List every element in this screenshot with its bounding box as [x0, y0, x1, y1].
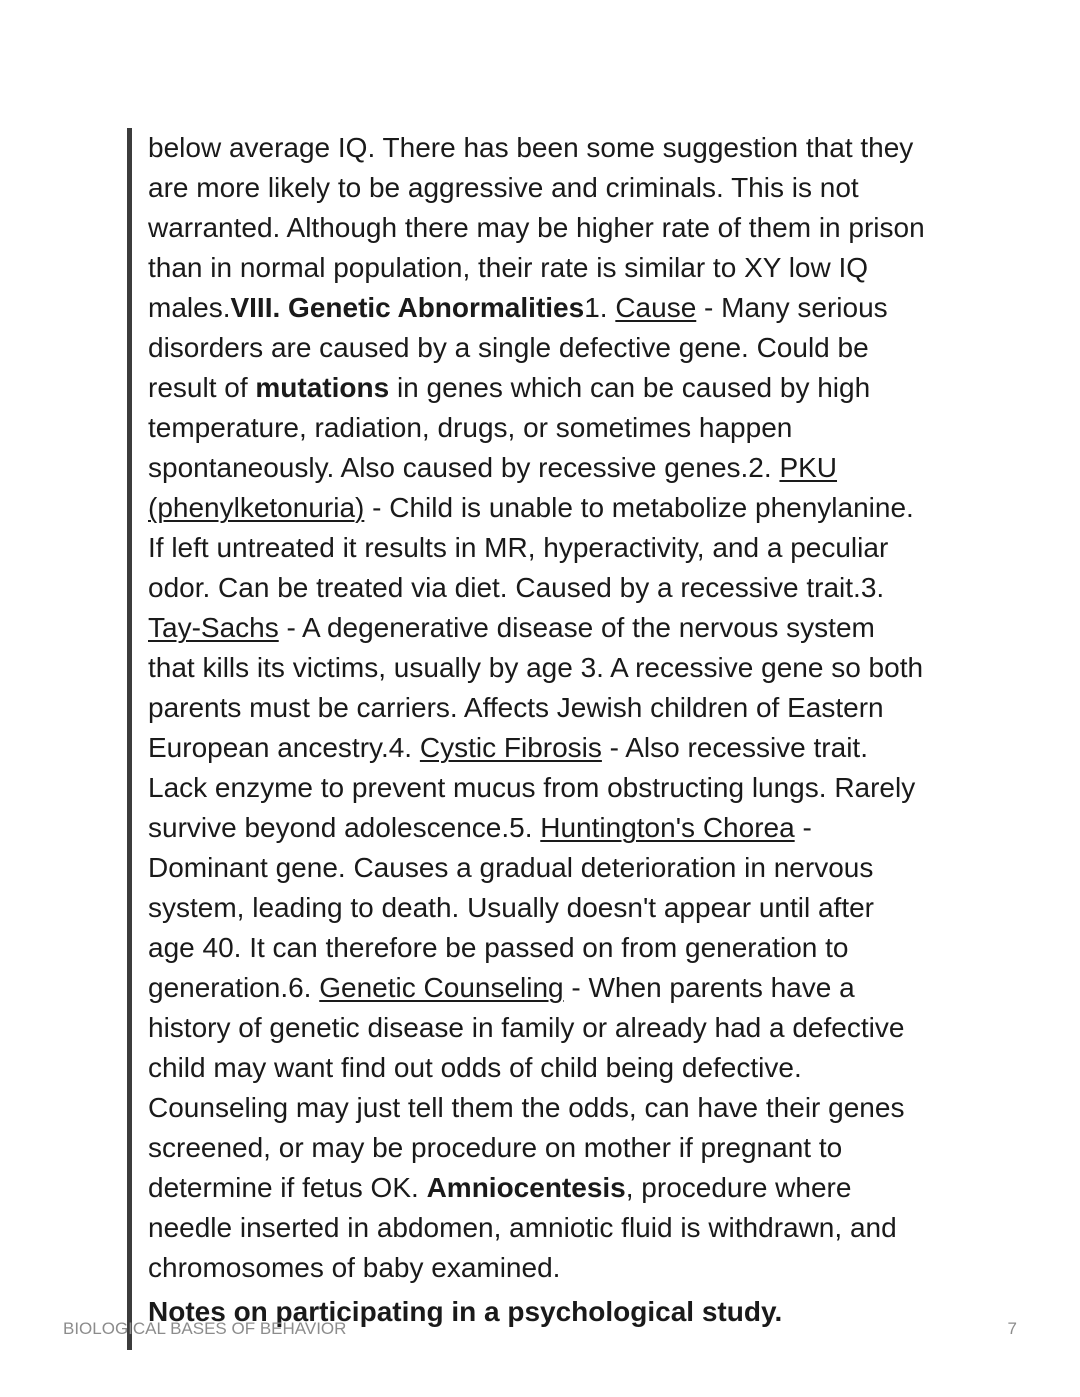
body-paragraph: below average IQ. There has been some suggestion that they are more likely to be aggressive and criminals. This is not warranted. Although there may be higher rate of them in prison than in normal population, their rate is similar to XY low IQ males.VIII. Genetic Abnormalities1. Cause - Many serious disorders are caused by a single defective gene. Could be result of mutations in genes which can be caused by high temperature, radiation, drugs, or sometimes happen spontaneously. Also caused by recessive genes.2. PKU (phenylketonuria) - Child is unable to metabolize phenylanine. If left untreated it results in MR, hyperactivity, and a peculiar odor. Can be treated via diet. Caused by a recessive trait.3. Tay-Sachs - A degenerative disease of the nervous system that kills its victims, usually by age 3. A recessive gene so both parents must be carriers. Affects Jewish children of Eastern European ancestry.4. Cystic Fibrosis - Also recessive trait. Lack enzyme to prevent mucus from obstructing lungs. Rarely survive beyond adolescence.5. Huntington's Chorea - Dominant gene. Causes a gradual deterioration in nervous system, leading to death. Usually doesn't appear until after age 40. It can therefore be passed on from generation to generation.6. Genetic Counseling - When parents have a history of genetic disease in family or already had a defective child may want find out odds of child being defective. Counseling may just tell them the odds, can have their genes screened, or may be procedure on mother if pregnant to determine if fetus OK. Amniocentesis, procedure where needle inserted in abdomen, amniotic fluid is withdrawn, and chromosomes of baby examined. — [148, 132, 925, 1283]
footer-document-title: BIOLOGICAL BASES OF BEHAVIOR — [63, 1319, 347, 1338]
blockquote-bar — [127, 128, 132, 1350]
blockquote — [127, 128, 925, 1350]
footer-page-number: 7 — [1007, 1319, 1017, 1338]
section-heading: Notes on participating in a psychological study. — [148, 1296, 783, 1327]
